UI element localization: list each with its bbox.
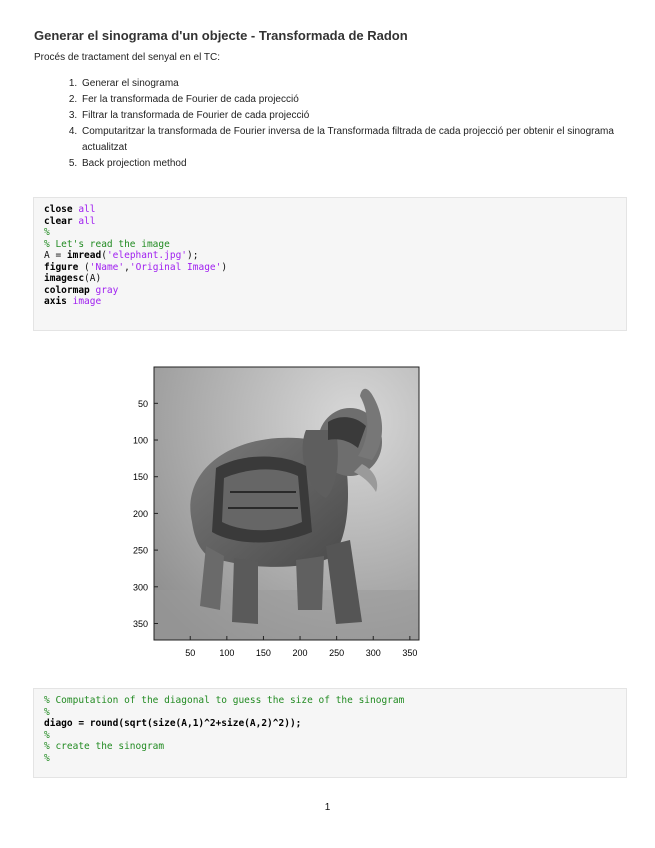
x-tick-label: 350	[402, 648, 418, 658]
code-line	[44, 285, 616, 297]
intro-text: Procés de tractament del senyal en el TC:	[34, 52, 221, 63]
code-token: %	[44, 752, 50, 764]
code-token: 'elephant.jpg'	[106, 250, 188, 261]
code-line	[44, 730, 616, 742]
code-token: image	[72, 296, 102, 307]
code-token: %	[44, 706, 50, 718]
code-token: figure	[44, 261, 79, 273]
page-title: Generar el sinograma d'un objecte - Transformada de Radon	[34, 28, 408, 43]
code-line	[44, 741, 616, 753]
code-line	[44, 204, 616, 216]
y-tick-label: 100	[132, 435, 148, 446]
y-tick-label: 250	[132, 545, 148, 556]
x-tick-label: 250	[329, 648, 345, 658]
code-token: diago = round(sqrt(size(A,1)^2+size(A,2)^2));	[44, 718, 302, 729]
elephant-image	[154, 367, 419, 640]
code-token: % Computation of the diagonal to guess the size of the sinogram	[44, 695, 405, 706]
list-item: 4. Computaritzar la transformada de Fourier inversa de la Transformada filtrada de cada projecció per obtenir el sinograma actualitzat	[80, 124, 620, 156]
code-token: ,	[124, 261, 130, 273]
code-line	[44, 227, 616, 239]
code-block-sinogram	[33, 688, 627, 778]
x-tick-label: 300	[365, 648, 381, 658]
steps-list	[64, 76, 620, 172]
x-tick-label: 200	[292, 648, 308, 658]
code-line	[44, 216, 616, 228]
code-token: 'Name'	[89, 261, 125, 273]
code-token: clear	[44, 215, 79, 227]
y-tick-label: 150	[132, 472, 148, 483]
code-token: % Let's read the image	[44, 238, 170, 250]
code-token: %	[44, 227, 50, 238]
code-line	[44, 262, 616, 274]
code-token: (A)	[84, 273, 102, 284]
code-token: );	[187, 250, 199, 261]
code-line	[44, 273, 616, 285]
code-token: 'Original Image'	[129, 261, 222, 273]
code-line	[44, 718, 616, 730]
page-number: 1	[324, 802, 331, 813]
y-tick-label: 350	[132, 618, 148, 629]
list-item: 5. Back projection method	[80, 156, 620, 172]
code-line	[44, 250, 616, 262]
list-item: 2. Fer la transformada de Fourier de cada projecció	[80, 92, 620, 108]
code-line	[44, 695, 616, 707]
code-token: colormap	[44, 284, 96, 296]
code-token: close	[44, 204, 79, 215]
list-item: 3. Filtrar la transformada de Fourier de cada projecció	[80, 108, 620, 124]
y-tick-label: 50	[137, 398, 148, 409]
x-tick-label: 100	[219, 648, 235, 658]
image-figure	[100, 360, 430, 670]
code-token: %	[44, 729, 50, 741]
code-token: (	[78, 261, 90, 273]
list-item: 1. Generar el sinograma	[80, 76, 620, 92]
code-line	[44, 707, 616, 719]
code-token: (	[101, 250, 107, 261]
code-token: imagesc	[44, 273, 85, 284]
y-tick-label: 300	[132, 582, 148, 593]
code-block-read-image	[33, 197, 627, 331]
code-line	[44, 239, 616, 251]
code-line	[44, 753, 616, 765]
x-tick-label: 50	[185, 648, 196, 658]
code-token: all	[78, 204, 96, 215]
code-token: axis	[44, 296, 73, 307]
y-tick-label: 200	[132, 508, 148, 519]
x-tick-label: 150	[255, 648, 271, 658]
code-token: all	[78, 215, 96, 227]
code-token: )	[221, 261, 228, 273]
code-line	[44, 296, 616, 308]
code-token: gray	[95, 284, 119, 296]
code-token: % create the sinogram	[44, 741, 165, 752]
code-token: A =	[44, 250, 67, 261]
code-token: imread	[66, 250, 102, 261]
